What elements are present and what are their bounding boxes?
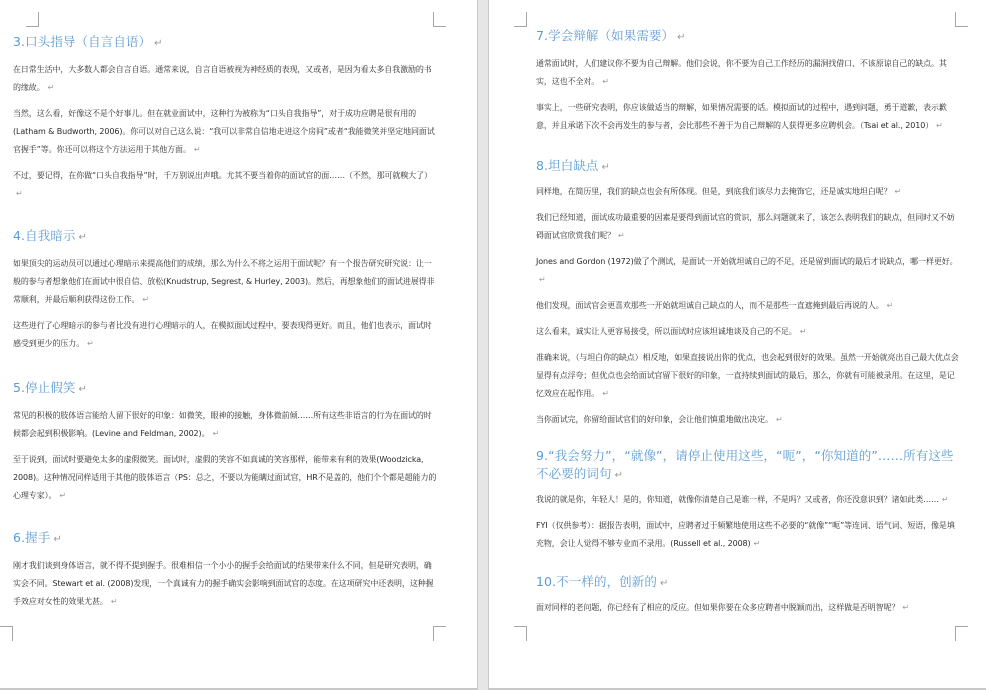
paragraph-mark-icon: ↵ [902,603,910,612]
body-paragraph[interactable]: FYI（仅供参考）：据报告表明，面试中，应聘者过于频繁地使用这些不必要的“就像”“呃”等连词、语气词、短语，像是填充物，会让人觉得不够专业而不录用。(Russell et al., 2008) ↵ [536,521,955,548]
paragraph-mark-icon: ↵ [59,491,67,500]
document-page-right[interactable] [489,0,986,690]
paragraph-mark-icon: ↵ [753,539,761,548]
body-paragraph[interactable]: 这么看来，诚实让人更容易接受，所以面试时应该坦诚地谈及自己的不足。 ↵ [536,327,807,336]
body-paragraph[interactable]: 同样地，在简历里，我们的缺点也会有所体现。但是，到底我们该尽力去掩饰它，还是诚实地坦白呢？ ↵ [536,187,902,196]
paragraph-mark-icon: ↵ [154,38,163,49]
body-paragraph[interactable]: 常见的积极的肢体语言能给人留下很好的印象：如微笑，眼神的接触，身体微前倾……所有这些非语言的行为在面试的时候都会起到积极影响。(Levine and Feldman, 2002)。 ↵ [13,411,432,438]
body-paragraph[interactable]: 我说的就是你，年轻人！是的，你知道，就像你清楚自己是谁一样，不是吗？又或者，你还没意识到？诸如此类…… ↵ [536,495,949,504]
margin-corner-marker [514,626,527,641]
paragraph-mark-icon: ↵ [87,339,94,348]
paragraph-mark-icon: ↵ [776,415,783,424]
body-paragraph[interactable]: 如果顶尖的运动员可以通过心理暗示来提高他们的成绩，那么为什么不将之运用于面试呢？有一个报告研究研究说：让一般的参与者想象他们在面试中很自信、放松(Knudstrup, Segrest, & Hurley, 2003)。然后，再想象他们的面试进展得非常顺利，并最后顺利获得这份工作。 ↵ [13,259,435,304]
body-paragraph[interactable]: 他们发现，面试官会更喜欢那些一开始就坦诚自己缺点的人，而不是那些一直遮掩到最后再说的人。 ↵ [536,301,894,310]
body-paragraph[interactable]: 面对同样的老问题，你已经有了相应的反应。但如果你要在众多应聘者中脱颖而出，这样做是否明智呢？ ↵ [536,603,910,612]
body-paragraph[interactable]: 我们已经知道，面试成功最重要的因素是要得到面试官的赏识，那么问题就来了，该怎么表明我们的缺点，但同时又不妨碍面试官欣赏我们呢？ ↵ [536,213,955,240]
margin-corner-marker [433,626,446,641]
body-paragraph[interactable]: 不过，要记得，在你做“口头自我指导”时，千万别说出声哦。尤其不要当着你的面试官的面……（不然，那可就糗大了）↵ [13,171,432,198]
section-heading[interactable]: 3.口头指导（自言自语） ↵ [13,34,163,49]
section-heading[interactable]: 4.自我暗示 ↵ [13,228,88,243]
section-heading[interactable]: 9.“我会努力”，“就像”，请停止使用这些，“呃”，“你知道的”……所有这些不必要的词句 ↵ [536,448,954,481]
paragraph-mark-icon: ↵ [894,187,902,196]
paragraph-mark-icon: ↵ [677,32,686,43]
paragraph-mark-icon: ↵ [936,121,943,130]
paragraph-mark-icon: ↵ [110,597,118,606]
paragraph-mark-icon: ↵ [602,77,609,86]
paragraph-mark-icon: ↵ [78,232,88,243]
paragraph-mark-icon: ↵ [618,231,625,240]
paragraph-mark-icon: ↵ [16,189,23,198]
paragraph-mark-icon: ↵ [601,162,611,173]
margin-corner-marker [26,12,39,27]
paragraph-mark-icon: ↵ [539,275,546,284]
page-content[interactable] [13,33,438,619]
paragraph-mark-icon: ↵ [47,83,55,92]
body-paragraph[interactable]: 通常面试时，人们建议你不要为自己辩解。他们会说，你不要为自己工作经历的漏洞找借口、不该原谅自己的缺点。其实，这也不全对。 ↵ [536,59,947,86]
paragraph-mark-icon: ↵ [142,295,150,304]
paragraph-mark-icon: ↵ [799,327,807,336]
section-heading[interactable]: 10.不一样的，创新的 ↵ [536,574,669,589]
paragraph-mark-icon: ↵ [193,145,201,154]
paragraph-mark-icon: ↵ [602,389,609,398]
paragraph-mark-icon: ↵ [212,429,220,438]
body-paragraph[interactable]: 在日常生活中，大多数人都会自言自语。通常来说，自言自语被视为神经质的表现，又或者，是因为看太多自我激励的书的缘故。 ↵ [13,65,432,92]
body-paragraph[interactable]: 当然，这么看，好像这不是个好事儿。但在就业面试中，这种行为被称为“口头自我指导”，对于成功应聘是很有用的(Latham & Budworth, 2006)。你可以对自己这么说：“我可以非常自信地走进这个房间”或者“我能微笑并坚定地同面试官握手”等。你还可以将这个方法运用于其他方面。 ↵ [13,109,435,154]
margin-corner-marker [955,12,968,27]
body-paragraph[interactable]: Jones and Gordon (1972)做了个测试，是面试一开始就坦诚自己的不足，还是留到面试的最后才说缺点，哪一样更好。↵ [536,257,958,284]
section-heading[interactable]: 6.握手 ↵ [13,530,62,545]
body-paragraph[interactable]: 当你面试完，你留给面试官们的好印象，会让他们慎重地做出决定。 ↵ [536,415,783,424]
paragraph-mark-icon: ↵ [78,384,88,395]
margin-corner-marker [433,12,446,27]
margin-corner-marker [955,626,968,641]
page-content[interactable] [536,27,961,625]
body-paragraph[interactable]: 事实上，一些研究表明，你应该做适当的辩解，如果情况需要的话。模拟面试的过程中，遇到问题，勇于道歉，表示歉意，并且承诺下次不会再发生的参与者，会比那些不善于为自己辩解的人获得更多应聘机会。（Tsai et al., 2010） ↵ [536,103,947,130]
paragraph-mark-icon: ↵ [886,301,894,310]
section-heading[interactable]: 8.坦白缺点 ↵ [536,158,611,173]
document-page-left[interactable] [0,0,477,690]
paragraph-mark-icon: ↵ [941,495,949,504]
page-gap-border [477,0,478,690]
body-paragraph[interactable]: 准确来说，（与坦白你的缺点）相反地，如果直接说出你的优点，也会起到很好的效果。虽然一开始就亮出自己最大优点会显得有点浮夸；但优点也会给面试官留下很好的印象，一直持续到面试的最后，那么，你就有可能被录用。在这里，是记忆效应在起作用。 ↵ [536,353,959,398]
body-paragraph[interactable]: 刚才我们谈到身体语言，就不得不提到握手。很难相信一个小小的握手会给面试的结果带来什么不同，但是研究表明，确实会不同。Stewart et al. (2008)发现，一个真诚有力的握手确实会影响到面试官的态度。在这项研究中还表明，这种握手效应对女性的效果尤甚。 ↵ [13,561,434,606]
paragraph-mark-icon: ↵ [614,470,624,481]
margin-corner-marker [514,12,527,27]
body-paragraph[interactable]: 这些进行了心理暗示的参与者比没有进行心理暗示的人，在模拟面试过程中，要表现得更好。而且，他们也表示，面试时感受到更少的压力。 ↵ [13,321,432,348]
paragraph-mark-icon: ↵ [659,578,669,589]
body-paragraph[interactable]: 至于说到，面试时要避免太多的虚假微笑。面试时，虚假的笑容不如真诚的笑容那样，能带来有利的效果(Woodzicka, 2008)。这种情况同样适用于其他的肢体语言（PS：总之，不要以为能瞒过面试官，HR不是盖的，他们个个都是超能力的心理专家）。 ↵ [13,455,437,500]
section-heading[interactable]: 7.学会辩解（如果需要） ↵ [536,28,686,43]
paragraph-mark-icon: ↵ [53,534,62,545]
margin-corner-marker [0,626,13,641]
section-heading[interactable]: 5.停止假笑 ↵ [13,380,88,395]
